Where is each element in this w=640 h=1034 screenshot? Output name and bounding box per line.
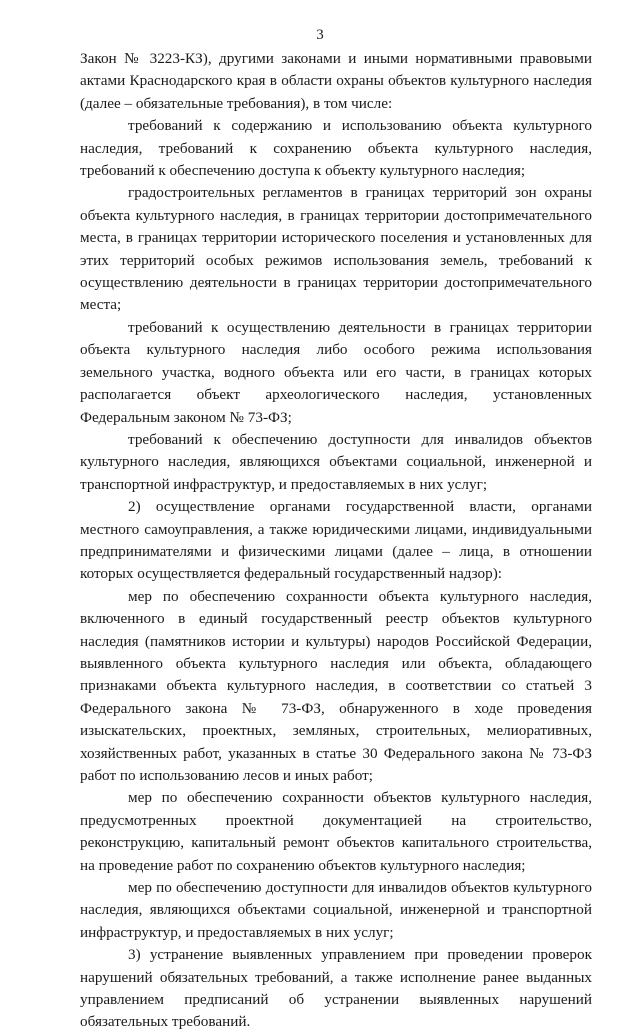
paragraph-10: 3) устранение выявленных управлением при проведении проверок нарушений обязательных требований, а также исполнение ранее выданных управлением предписаний об устранении выявленных нарушений обязательных требований. bbox=[80, 946, 592, 1031]
paragraph-6: 2) осуществление органами государственной власти, органами местного самоуправления, а также юридическими лицами, индивидуальными предпринимателями и физическими лицами (далее – лица, в отношении которых осуществляется федеральный государственный надзор): bbox=[80, 498, 592, 583]
paragraph-4: требований к осуществлению деятельности в границах территории объекта культурного наследия либо особого режима использования земельного участка, водного объекта или его части, в границах которых располагается объект археологического наследия, установленных Федеральным законом № 73-ФЗ; bbox=[80, 318, 592, 426]
paragraph-1: Закон № 3223-КЗ), другими законами и иными нормативными правовыми актами Краснодарского края в области охраны объектов культурного наследия (далее – обязательные требования), в том числе: bbox=[80, 50, 592, 112]
paragraph-5: требований к обеспечению доступности для инвалидов объектов культурного наследия, являющихся объектами социальной, инженерной и транспортной инфраструктур, и предоставляемых в них услуг; bbox=[80, 430, 592, 493]
document-body bbox=[80, 48, 592, 1034]
paragraph-2: требований к содержанию и использованию объекта культурного наследия, требований к сохранению объекта культурного наследия, требований к обеспечению доступа к объекту культурного наследия; bbox=[80, 117, 592, 180]
paragraph-7: мер по обеспечению сохранности объекта культурного наследия, включенного в единый государственный реестр объектов культурного наследия (памятников истории и культуры) народов Российской Федерации, выявленного объекта культурного наследия или объекта, обладающего признаками объекта культурного наследия, в соответствии со статьей 3 Федерального закона № 73-ФЗ, обнаруженного в ходе проведения изыскательских, проектных, земляных, строительных, мелиоративных, хозяйственных работ, указанных в статье 30 Федерального закона № 73-ФЗ работ по использованию лесов и иных работ; bbox=[80, 587, 592, 784]
paragraph-8: мер по обеспечению сохранности объектов культурного наследия, предусмотренных проектной документацией на строительство, реконструкцию, капитальный ремонт объектов капитального строительства, на проведение работ по сохранению объектов культурного наследия; bbox=[80, 789, 592, 874]
paragraph-3: градостроительных регламентов в границах территорий зон охраны объекта культурного наследия, в границах территории достопримечательного места, в границах территории исторического поселения и установленных для этих территорий особых режимов использования земель, требований к осуществлению деятельности в границах территории достопримечательного места; bbox=[80, 184, 592, 314]
paragraph-9: мер по обеспечению доступности для инвалидов объектов культурного наследия, являющихся объектами социальной, инженерной и транспортной инфраструктур, и предоставляемых в них услуг; bbox=[80, 879, 592, 941]
page-number: 3 bbox=[316, 27, 324, 43]
